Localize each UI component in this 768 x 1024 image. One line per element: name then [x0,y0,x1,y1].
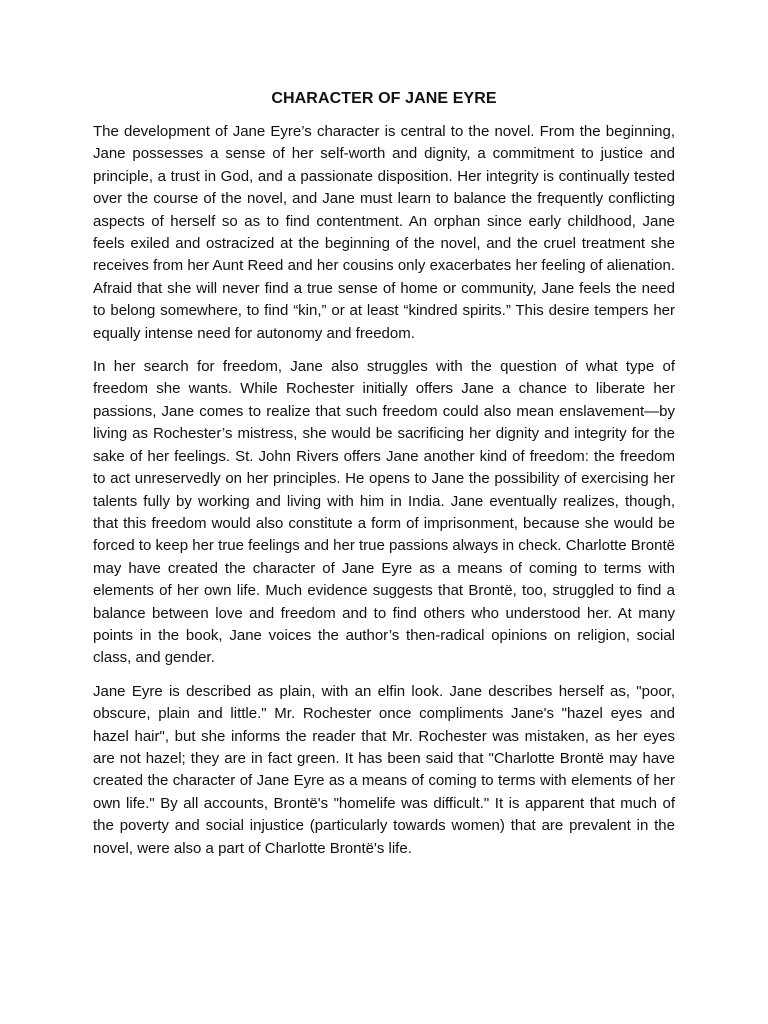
document-body [93,121,675,871]
paragraph-1: The development of Jane Eyre’s character is central to the novel. From the beginning, Jane possesses a sense of her self-worth and dignity, a commitment to justice and principle, a trust in God, and a passionate disposition. Her integrity is continually tested over the course of the novel, and Jane must learn to balance the frequently conflicting aspects of herself so as to find contentment. An orphan since early childhood, Jane feels exiled and ostracized at the beginning of the novel, and the cruel treatment she receives from her Aunt Reed and her cousins only exacerbates her feeling of alienation. Afraid that she will never find a true sense of home or community, Jane feels the need to belong somewhere, to find “kin,” or at least “kindred spirits.” This desire tempers her equally intense need for autonomy and freedom. [93,123,675,342]
paragraph-3: Jane Eyre is described as plain, with an elfin look. Jane describes herself as, "poor, obscure, plain and little." Mr. Rochester once compliments Jane's "hazel eyes and hazel hair", but she informs the reader that Mr. Rochester was mistaken, as her eyes are not hazel; they are in fact green. It has been said that "Charlotte Brontë may have created the character of Jane Eyre as a means of coming to terms with elements of her own life." By all accounts, Brontë's "homelife was difficult." It is apparent that much of the poverty and social injustice (particularly towards women) that are prevalent in the novel, were also a part of Charlotte Brontë's life. [93,682,675,857]
document-title: CHARACTER OF JANE EYRE [271,90,497,107]
paragraph-2: In her search for freedom, Jane also struggles with the question of what type of freedom she wants. While Rochester initially offers Jane a chance to liberate her passions, Jane comes to realize that such freedom could also mean enslavement—by living as Rochester’s mistress, she would be sacrificing her dignity and integrity for the sake of her feelings. St. John Rivers offers Jane another kind of freedom: the freedom to act unreservedly on her principles. He opens to Jane the possibility of exercising her talents fully by working and living with him in India. Jane eventually realizes, though, that this freedom would also constitute a form of imprisonment, because she would be forced to keep her true feelings and her true passions always in check. Charlotte Brontë may have created the character of Jane Eyre as a means of coming to terms with elements of her own life. Much evidence suggests that Brontë, too, struggled to find a balance between love and freedom and to find others who understood her. At many points in the book, Jane voices the author’s then-radical opinions on religion, social class, and gender. [93,358,675,667]
